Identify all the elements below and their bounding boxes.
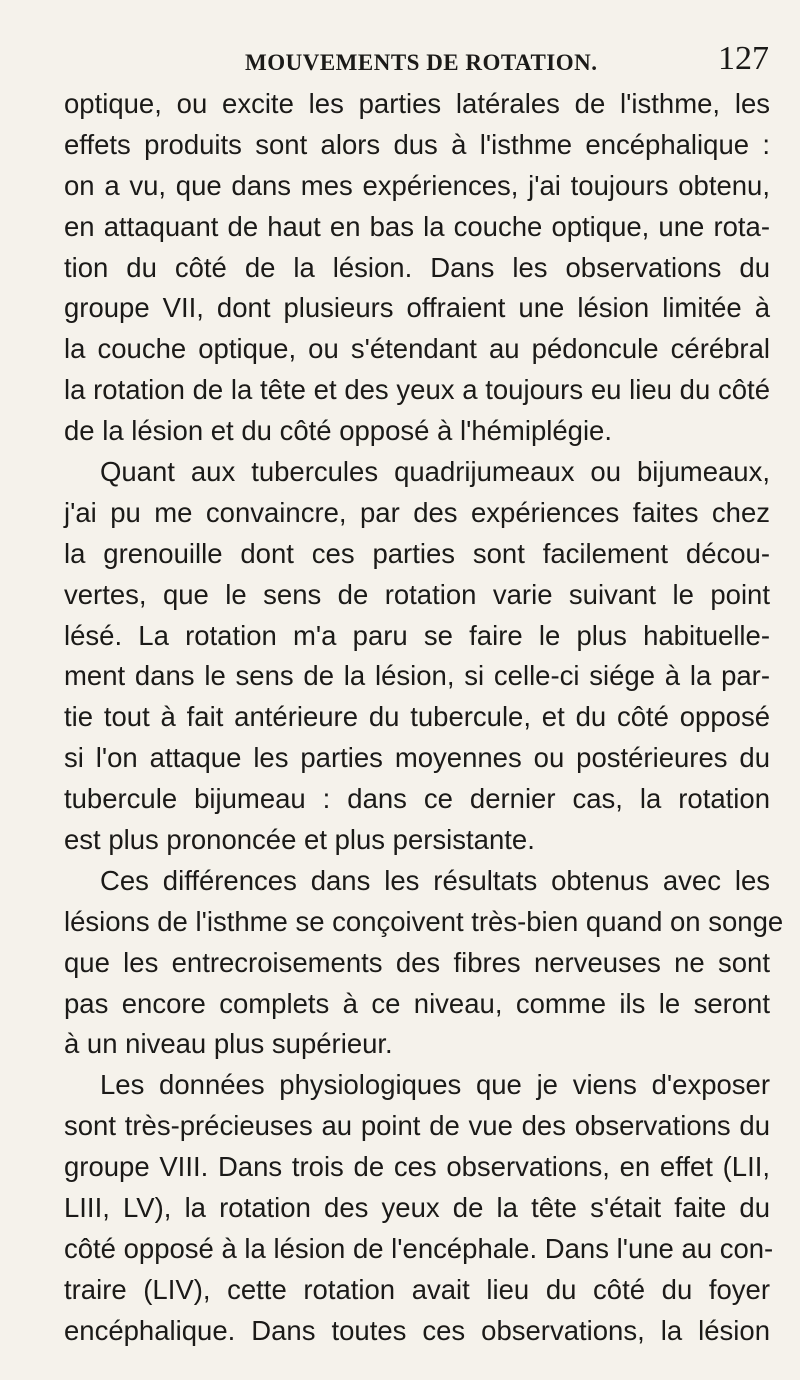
page-number: 127	[718, 40, 769, 77]
text-line: groupe VIII. Dans trois de ces observations, en effet (LII,	[64, 1151, 770, 1183]
text-line: lésé. La rotation m'a paru se faire le plus habituelle-	[64, 619, 770, 651]
text-line: à un niveau plus supérieur.	[64, 1028, 393, 1060]
text-line: de la lésion et du côté opposé à l'hémiplégie.	[64, 415, 612, 447]
text-line: effets produits sont alors dus à l'isthme encéphalique :	[64, 128, 770, 160]
paragraph	[64, 1065, 774, 1351]
text-line: la rotation de la tête et des yeux a toujours eu lieu du côté	[64, 374, 770, 406]
text-line: si l'on attaque les parties moyennes ou postérieures du	[64, 742, 770, 774]
text-line: tion du côté de la lésion. Dans les observations du	[64, 251, 770, 283]
text-line: côté opposé à la lésion de l'encéphale. Dans l'une au con-	[64, 1232, 774, 1264]
text-line: pas encore complets à ce niveau, comme ils le seront	[64, 987, 770, 1019]
text-line: encéphalique. Dans toutes ces observations, la lésion	[64, 1314, 770, 1346]
text-line: traire (LIV), cette rotation avait lieu du côté du foyer	[64, 1273, 770, 1305]
text-line: on a vu, que dans mes expériences, j'ai toujours obtenu,	[64, 169, 770, 201]
text-line: tie tout à fait antérieure du tubercule, et du côté opposé	[64, 701, 770, 733]
text-line: vertes, que le sens de rotation varie suivant le point	[64, 578, 770, 610]
text-line: Quant aux tubercules quadrijumeaux ou bijumeaux,	[100, 456, 770, 488]
text-line: sont très-précieuses au point de vue des observations du	[64, 1110, 770, 1142]
paragraph	[64, 84, 770, 452]
body-text	[64, 84, 784, 1352]
running-head	[0, 40, 800, 80]
text-line: est plus prononcée et plus persistante.	[64, 824, 535, 856]
text-line: Les données physiologiques que je viens d'exposer	[100, 1069, 770, 1101]
text-line: j'ai pu me convaincre, par des expériences faites chez	[64, 496, 770, 528]
text-line: lésions de l'isthme se conçoivent très-bien quand on songe	[64, 905, 784, 937]
paragraph	[64, 861, 784, 1065]
text-line: optique, ou excite les parties latérales de l'isthme, les	[64, 88, 770, 119]
text-line: en attaquant de haut en bas la couche optique, une rota-	[64, 210, 770, 242]
text-line: groupe VII, dont plusieurs offraient une lésion limitée à	[64, 292, 770, 324]
text-line: Ces différences dans les résultats obtenus avec les	[100, 864, 770, 896]
running-title: MOUVEMENTS DE ROTATION.	[245, 50, 598, 75]
text-line: ment dans le sens de la lésion, si celle-ci siége à la par-	[64, 660, 770, 692]
text-line: LIII, LV), la rotation des yeux de la tête s'était faite du	[64, 1192, 770, 1224]
text-line: la couche optique, ou s'étendant au pédoncule cérébral	[64, 333, 770, 365]
text-line: que les entrecroisements des fibres nerveuses ne sont	[64, 946, 770, 978]
text-line: la grenouille dont ces parties sont facilement décou-	[64, 537, 770, 569]
text-line: tubercule bijumeau : dans ce dernier cas, la rotation	[64, 783, 770, 815]
paragraph	[64, 452, 770, 861]
